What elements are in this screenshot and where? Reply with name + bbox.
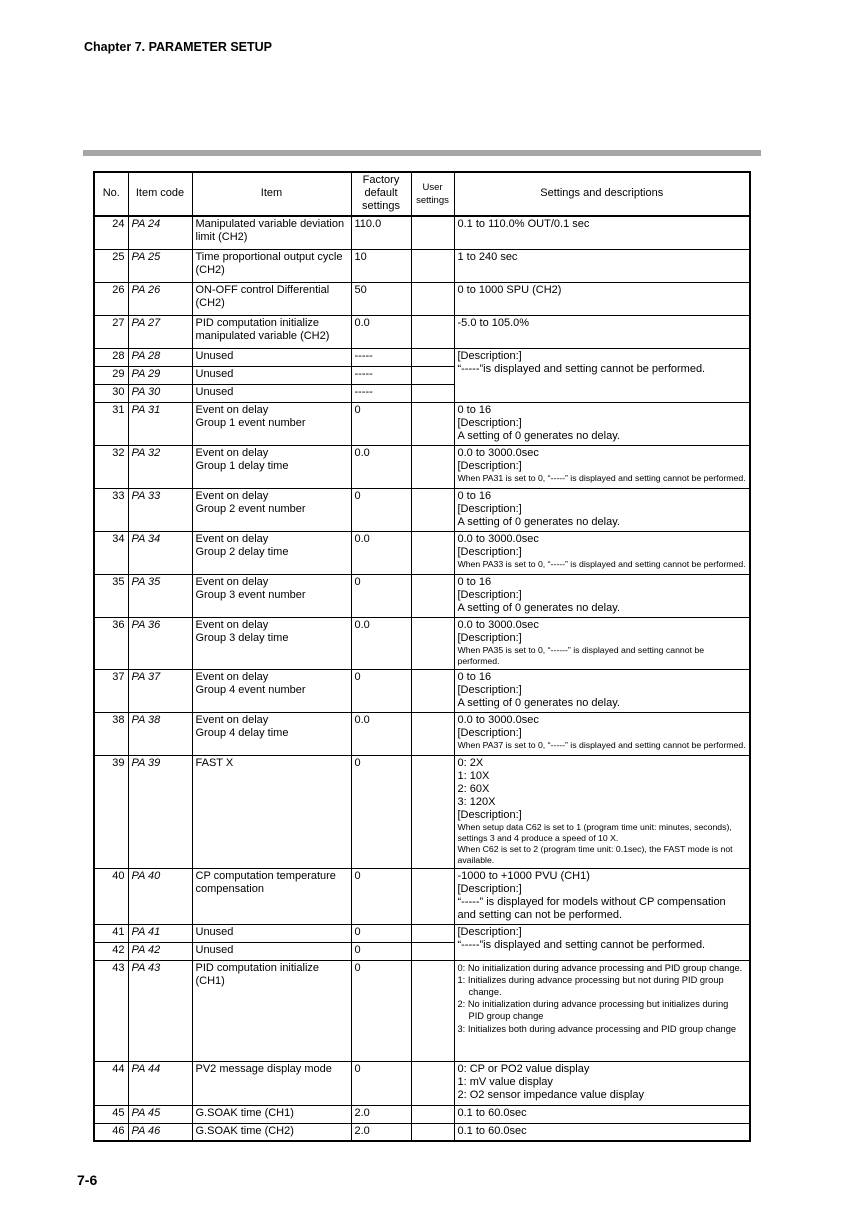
table-row bbox=[94, 1123, 750, 1141]
cell-item-text: G.SOAK time (CH2) bbox=[195, 1124, 294, 1137]
cell-factory-default-text: 2.0 bbox=[354, 1124, 370, 1137]
cell-user-settings bbox=[411, 1123, 454, 1141]
cell-factory-default-text: 0.0 bbox=[354, 618, 370, 631]
cell-factory-default-text: 0 bbox=[354, 489, 361, 502]
cell-item bbox=[192, 1123, 351, 1141]
cell-item-text: Event on delay Group 1 delay time bbox=[195, 446, 289, 472]
cell-item bbox=[192, 1105, 351, 1123]
cell-no-text: 24 bbox=[112, 218, 125, 230]
cell-factory-default bbox=[351, 488, 411, 531]
description-list-item: 0: No initialization during advance processing and PID group change. bbox=[457, 962, 743, 973]
description-note: When PA35 is set to 0, “------” is displayed and setting cannot be performed. bbox=[457, 644, 705, 666]
cell-description bbox=[454, 402, 750, 445]
table-row bbox=[94, 868, 750, 924]
cell-factory-default-text: 0.0 bbox=[354, 446, 370, 459]
table-row bbox=[94, 249, 750, 282]
table-row bbox=[94, 445, 750, 488]
header-no: No. bbox=[94, 172, 128, 216]
cell-no bbox=[94, 445, 128, 488]
cell-item bbox=[192, 755, 351, 868]
cell-no bbox=[94, 960, 128, 1061]
cell-item-text: Event on delay Group 3 delay time bbox=[195, 618, 289, 644]
cell-user-settings bbox=[411, 216, 454, 249]
description-text: 0.1 to 60.0sec bbox=[457, 1124, 527, 1137]
cell-no-text: 30 bbox=[112, 385, 125, 398]
cell-item-code bbox=[128, 488, 192, 531]
cell-item bbox=[192, 445, 351, 488]
cell-item-code bbox=[128, 1105, 192, 1123]
cell-item-code-text: PA 30 bbox=[131, 385, 161, 398]
cell-item-code-text: PA 35 bbox=[131, 575, 161, 588]
cell-no bbox=[94, 348, 128, 366]
cell-item-code-text: PA 40 bbox=[131, 869, 161, 882]
cell-user-settings bbox=[411, 402, 454, 445]
table-row bbox=[94, 669, 750, 712]
cell-item bbox=[192, 960, 351, 1061]
cell-factory-default bbox=[351, 282, 411, 315]
cell-factory-default bbox=[351, 384, 411, 402]
cell-factory-default bbox=[351, 669, 411, 712]
cell-item-code-text: PA 26 bbox=[131, 283, 161, 296]
cell-no bbox=[94, 282, 128, 315]
cell-item bbox=[192, 216, 351, 249]
cell-user-settings bbox=[411, 1105, 454, 1123]
description-note: When PA31 is set to 0, “-----” is displayed and setting cannot be performed. bbox=[457, 472, 746, 483]
cell-no-text: 28 bbox=[112, 349, 125, 362]
cell-no-text: 41 bbox=[112, 925, 125, 938]
cell-user-settings bbox=[411, 942, 454, 960]
cell-item-text: PID computation initialize manipulated variable (CH2) bbox=[195, 316, 330, 342]
cell-no-text: 26 bbox=[112, 283, 125, 296]
description-list-item: 3: Initializes both during advance processing and PID group change bbox=[457, 1023, 737, 1034]
cell-item-text: CP computation temperature compensation bbox=[195, 869, 336, 895]
cell-item-code bbox=[128, 712, 192, 755]
cell-factory-default bbox=[351, 1105, 411, 1123]
cell-no bbox=[94, 402, 128, 445]
cell-user-settings bbox=[411, 488, 454, 531]
cell-item-code bbox=[128, 1061, 192, 1105]
cell-no-text: 38 bbox=[112, 713, 125, 726]
cell-no bbox=[94, 488, 128, 531]
description-text: 0 to 16 [Description:] A setting of 0 generates no delay. bbox=[457, 403, 620, 442]
cell-factory-default-text: 0 bbox=[354, 869, 361, 882]
cell-item-text: Unused bbox=[195, 367, 234, 380]
cell-factory-default-text: 110.0 bbox=[354, 218, 382, 230]
cell-item-text: Event on delay Group 4 delay time bbox=[195, 713, 289, 739]
cell-factory-default-text: 0.0 bbox=[354, 316, 370, 329]
cell-user-settings bbox=[411, 348, 454, 366]
header-divider-bar bbox=[83, 150, 761, 156]
cell-no-text: 46 bbox=[112, 1124, 125, 1137]
cell-factory-default-text: 0 bbox=[354, 670, 361, 683]
table-row bbox=[94, 617, 750, 669]
cell-item-code bbox=[128, 348, 192, 366]
cell-user-settings bbox=[411, 712, 454, 755]
cell-item-code-text: PA 36 bbox=[131, 618, 161, 631]
cell-description bbox=[454, 712, 750, 755]
cell-item bbox=[192, 574, 351, 617]
cell-factory-default-text: 0 bbox=[354, 756, 361, 769]
cell-item-code bbox=[128, 282, 192, 315]
cell-no-text: 39 bbox=[112, 756, 125, 769]
cell-no-text: 32 bbox=[112, 446, 125, 459]
table-row bbox=[94, 402, 750, 445]
cell-item-code-text: PA 31 bbox=[131, 403, 161, 416]
cell-description bbox=[454, 488, 750, 531]
cell-item-text: Event on delay Group 2 delay time bbox=[195, 532, 289, 558]
cell-no bbox=[94, 942, 128, 960]
cell-user-settings bbox=[411, 249, 454, 282]
table-row bbox=[94, 216, 750, 249]
description-text: 0 to 1000 SPU (CH2) bbox=[457, 283, 562, 296]
cell-no bbox=[94, 384, 128, 402]
table-row bbox=[94, 755, 750, 868]
cell-item-text: FAST X bbox=[195, 756, 234, 769]
cell-item-code-text: PA 24 bbox=[131, 218, 161, 230]
cell-factory-default-text: 0 bbox=[354, 403, 361, 416]
header-item-code: Item code bbox=[128, 172, 192, 216]
cell-item bbox=[192, 942, 351, 960]
cell-factory-default-text: 10 bbox=[354, 250, 367, 263]
table-row bbox=[94, 924, 750, 942]
cell-no bbox=[94, 531, 128, 574]
cell-factory-default-text: 0 bbox=[354, 961, 361, 974]
cell-item bbox=[192, 868, 351, 924]
cell-item-code bbox=[128, 366, 192, 384]
table-header-row bbox=[94, 172, 750, 216]
cell-factory-default-text: 0 bbox=[354, 1062, 361, 1075]
cell-factory-default-text: 0 bbox=[354, 943, 361, 956]
cell-item-code-text: PA 46 bbox=[131, 1124, 161, 1137]
cell-factory-default bbox=[351, 574, 411, 617]
cell-user-settings bbox=[411, 366, 454, 384]
cell-no bbox=[94, 712, 128, 755]
cell-item-code bbox=[128, 384, 192, 402]
cell-item-code-text: PA 44 bbox=[131, 1062, 161, 1075]
cell-user-settings bbox=[411, 445, 454, 488]
cell-item bbox=[192, 1061, 351, 1105]
cell-factory-default-text: 50 bbox=[354, 283, 367, 296]
description-note: When setup data C62 is set to 1 (program time unit: minutes, seconds), settings 3 and 4 produce a speed of 10 X. When C62 is set to 2 (program time unit: 0.1sec), the FAST mode is not available. bbox=[457, 821, 733, 865]
cell-user-settings bbox=[411, 282, 454, 315]
cell-item-code bbox=[128, 942, 192, 960]
description-text: 0: 2X 1: 10X 2: 60X 3: 120X [Description:] bbox=[457, 756, 522, 821]
description-text: 0.0 to 3000.0sec [Description:] bbox=[457, 713, 539, 739]
cell-factory-default-text: 2.0 bbox=[354, 1106, 370, 1119]
cell-item-code-text: PA 29 bbox=[131, 367, 161, 380]
cell-factory-default bbox=[351, 868, 411, 924]
cell-item-text: Event on delay Group 1 event number bbox=[195, 403, 306, 429]
cell-item-code bbox=[128, 868, 192, 924]
cell-item-code bbox=[128, 669, 192, 712]
cell-description bbox=[454, 445, 750, 488]
cell-item-code-text: PA 37 bbox=[131, 670, 161, 683]
cell-factory-default bbox=[351, 942, 411, 960]
cell-factory-default bbox=[351, 366, 411, 384]
description-text: 0 to 16 [Description:] A setting of 0 generates no delay. bbox=[457, 670, 620, 709]
table-row bbox=[94, 348, 750, 366]
cell-factory-default bbox=[351, 315, 411, 348]
chapter-title: Chapter 7. PARAMETER SETUP bbox=[84, 40, 272, 54]
cell-description bbox=[454, 617, 750, 669]
cell-factory-default-text: ----- bbox=[354, 349, 373, 362]
cell-item-code-text: PA 25 bbox=[131, 250, 161, 263]
cell-item-text: PV2 message display mode bbox=[195, 1062, 332, 1075]
cell-item bbox=[192, 669, 351, 712]
cell-description bbox=[454, 924, 750, 960]
cell-description bbox=[454, 282, 750, 315]
cell-no-text: 37 bbox=[112, 670, 125, 683]
cell-item-code bbox=[128, 617, 192, 669]
cell-item-code bbox=[128, 1123, 192, 1141]
description-text: 0.1 to 60.0sec bbox=[457, 1106, 527, 1119]
table-row bbox=[94, 712, 750, 755]
cell-description bbox=[454, 216, 750, 249]
cell-no-text: 31 bbox=[112, 403, 125, 416]
cell-no-text: 35 bbox=[112, 575, 125, 588]
cell-item-code-text: PA 42 bbox=[131, 943, 161, 956]
header-factory-default: Factory default settings bbox=[351, 172, 411, 216]
cell-user-settings bbox=[411, 924, 454, 942]
cell-no-text: 27 bbox=[112, 316, 125, 329]
cell-description bbox=[454, 249, 750, 282]
cell-item-code-text: PA 34 bbox=[131, 532, 161, 545]
cell-item bbox=[192, 924, 351, 942]
cell-user-settings bbox=[411, 315, 454, 348]
header-settings-descriptions: Settings and descriptions bbox=[454, 172, 750, 216]
cell-item-text: Unused bbox=[195, 385, 234, 398]
cell-item bbox=[192, 249, 351, 282]
cell-factory-default bbox=[351, 755, 411, 868]
cell-item bbox=[192, 531, 351, 574]
cell-item-code bbox=[128, 216, 192, 249]
cell-no bbox=[94, 868, 128, 924]
cell-user-settings bbox=[411, 669, 454, 712]
cell-factory-default bbox=[351, 402, 411, 445]
cell-factory-default bbox=[351, 617, 411, 669]
cell-description bbox=[454, 1061, 750, 1105]
description-text: -1000 to +1000 PVU (CH1) [Description:] “-----” is displayed for models without CP compensation and setting can not be performed. bbox=[457, 869, 726, 921]
cell-no bbox=[94, 1061, 128, 1105]
cell-factory-default bbox=[351, 924, 411, 942]
cell-description bbox=[454, 348, 750, 402]
cell-item-text: Unused bbox=[195, 925, 234, 938]
cell-no-text: 42 bbox=[112, 943, 125, 956]
cell-user-settings bbox=[411, 617, 454, 669]
cell-item-text: Time proportional output cycle (CH2) bbox=[195, 250, 343, 276]
cell-factory-default-text: ----- bbox=[354, 367, 373, 380]
header-user-settings: User settings bbox=[411, 172, 454, 216]
cell-no bbox=[94, 315, 128, 348]
cell-no bbox=[94, 366, 128, 384]
description-text: 0.0 to 3000.0sec [Description:] bbox=[457, 446, 539, 472]
cell-user-settings bbox=[411, 384, 454, 402]
cell-item-code-text: PA 33 bbox=[131, 489, 161, 502]
cell-item-code-text: PA 43 bbox=[131, 961, 161, 974]
cell-factory-default bbox=[351, 249, 411, 282]
cell-factory-default bbox=[351, 1123, 411, 1141]
cell-user-settings bbox=[411, 531, 454, 574]
cell-no-text: 36 bbox=[112, 618, 125, 631]
cell-factory-default bbox=[351, 216, 411, 249]
cell-no bbox=[94, 755, 128, 868]
cell-item bbox=[192, 366, 351, 384]
header-item: Item bbox=[192, 172, 351, 216]
cell-item-code bbox=[128, 445, 192, 488]
cell-no bbox=[94, 1123, 128, 1141]
cell-item-code bbox=[128, 755, 192, 868]
cell-item-code bbox=[128, 249, 192, 282]
cell-item-code bbox=[128, 531, 192, 574]
cell-factory-default-text: 0 bbox=[354, 925, 361, 938]
description-text: 1 to 240 sec bbox=[457, 250, 518, 263]
cell-factory-default bbox=[351, 712, 411, 755]
description-note: When PA37 is set to 0, “-----” is displayed and setting cannot be performed. bbox=[457, 739, 746, 750]
cell-no bbox=[94, 216, 128, 249]
cell-item-text: Event on delay Group 4 event number bbox=[195, 670, 306, 696]
cell-item-code-text: PA 39 bbox=[131, 756, 161, 769]
table-row bbox=[94, 960, 750, 1061]
table-row bbox=[94, 315, 750, 348]
cell-no bbox=[94, 617, 128, 669]
table-row bbox=[94, 1061, 750, 1105]
cell-item-code-text: PA 27 bbox=[131, 316, 161, 329]
cell-description bbox=[454, 1123, 750, 1141]
cell-factory-default-text: 0 bbox=[354, 575, 361, 588]
description-text: 0 to 16 [Description:] A setting of 0 generates no delay. bbox=[457, 489, 620, 528]
description-text: [Description:] “-----”is displayed and setting cannot be performed. bbox=[457, 925, 706, 951]
cell-item-code bbox=[128, 924, 192, 942]
cell-no bbox=[94, 669, 128, 712]
description-text: 0.0 to 3000.0sec [Description:] bbox=[457, 532, 539, 558]
cell-item-text: Event on delay Group 2 event number bbox=[195, 489, 306, 515]
cell-item-text: ON-OFF control Differential (CH2) bbox=[195, 283, 330, 309]
cell-description bbox=[454, 755, 750, 868]
cell-factory-default-text: 0.0 bbox=[354, 532, 370, 545]
cell-description bbox=[454, 574, 750, 617]
cell-no-text: 40 bbox=[112, 869, 125, 882]
cell-item-code-text: PA 28 bbox=[131, 349, 161, 362]
cell-factory-default-text: ----- bbox=[354, 385, 373, 398]
description-text: -5.0 to 105.0% bbox=[457, 316, 530, 329]
cell-no-text: 45 bbox=[112, 1106, 125, 1119]
cell-item-code bbox=[128, 960, 192, 1061]
table-row bbox=[94, 1105, 750, 1123]
cell-item-text: Unused bbox=[195, 943, 234, 956]
cell-item-code-text: PA 45 bbox=[131, 1106, 161, 1119]
cell-factory-default bbox=[351, 1061, 411, 1105]
cell-item-code bbox=[128, 315, 192, 348]
cell-no bbox=[94, 249, 128, 282]
cell-no bbox=[94, 924, 128, 942]
cell-user-settings bbox=[411, 1061, 454, 1105]
cell-item bbox=[192, 384, 351, 402]
cell-item-code-text: PA 38 bbox=[131, 713, 161, 726]
cell-description bbox=[454, 531, 750, 574]
cell-no-text: 33 bbox=[112, 489, 125, 502]
description-text: 0.1 to 110.0% OUT/0.1 sec bbox=[457, 218, 590, 230]
cell-item-code bbox=[128, 574, 192, 617]
cell-no-text: 25 bbox=[112, 250, 125, 263]
description-list-item: 2: No initialization during advance processing but initializes during PID group change bbox=[457, 999, 729, 1022]
cell-description bbox=[454, 1105, 750, 1123]
description-text: 0 to 16 [Description:] A setting of 0 generates no delay. bbox=[457, 575, 620, 614]
cell-no-text: 44 bbox=[112, 1062, 125, 1075]
cell-item bbox=[192, 348, 351, 366]
description-list-item: 1: Initializes during advance processing but not during PID group change. bbox=[457, 974, 724, 997]
cell-no-text: 43 bbox=[112, 961, 125, 974]
description-text: 0.0 to 3000.0sec [Description:] bbox=[457, 618, 539, 644]
cell-user-settings bbox=[411, 755, 454, 868]
cell-item bbox=[192, 617, 351, 669]
description-text: [Description:] “-----”is displayed and setting cannot be performed. bbox=[457, 349, 706, 375]
cell-factory-default bbox=[351, 348, 411, 366]
cell-no-text: 29 bbox=[112, 367, 125, 380]
cell-item-text: PID computation initialize (CH1) bbox=[195, 961, 320, 987]
cell-description bbox=[454, 960, 750, 1061]
cell-factory-default bbox=[351, 531, 411, 574]
cell-item bbox=[192, 712, 351, 755]
table-row bbox=[94, 282, 750, 315]
cell-factory-default bbox=[351, 445, 411, 488]
table-row bbox=[94, 531, 750, 574]
cell-item bbox=[192, 282, 351, 315]
cell-factory-default-text: 0.0 bbox=[354, 713, 370, 726]
cell-item-text: Event on delay Group 3 event number bbox=[195, 575, 306, 601]
cell-item-code-text: PA 32 bbox=[131, 446, 161, 459]
cell-factory-default bbox=[351, 960, 411, 1061]
cell-user-settings bbox=[411, 868, 454, 924]
table-row bbox=[94, 488, 750, 531]
parameter-table bbox=[93, 171, 751, 1142]
cell-item-text: Unused bbox=[195, 349, 234, 362]
cell-item-text: Manipulated variable deviation limit (CH2) bbox=[195, 218, 345, 243]
page-number: 7-6 bbox=[77, 1172, 98, 1188]
cell-description bbox=[454, 868, 750, 924]
cell-description bbox=[454, 315, 750, 348]
cell-item-text: G.SOAK time (CH1) bbox=[195, 1106, 294, 1119]
description-text: 0: CP or PO2 value display 1: mV value display 2: O2 sensor impedance value display bbox=[457, 1062, 644, 1101]
cell-description bbox=[454, 669, 750, 712]
cell-no bbox=[94, 1105, 128, 1123]
cell-item bbox=[192, 488, 351, 531]
cell-item bbox=[192, 315, 351, 348]
cell-item bbox=[192, 402, 351, 445]
cell-no-text: 34 bbox=[112, 532, 125, 545]
cell-no bbox=[94, 574, 128, 617]
cell-user-settings bbox=[411, 574, 454, 617]
table-row bbox=[94, 574, 750, 617]
description-note: When PA33 is set to 0, “-----” is displayed and setting cannot be performed. bbox=[457, 558, 746, 569]
cell-item-code bbox=[128, 402, 192, 445]
cell-item-code-text: PA 41 bbox=[131, 925, 161, 938]
cell-user-settings bbox=[411, 960, 454, 1061]
